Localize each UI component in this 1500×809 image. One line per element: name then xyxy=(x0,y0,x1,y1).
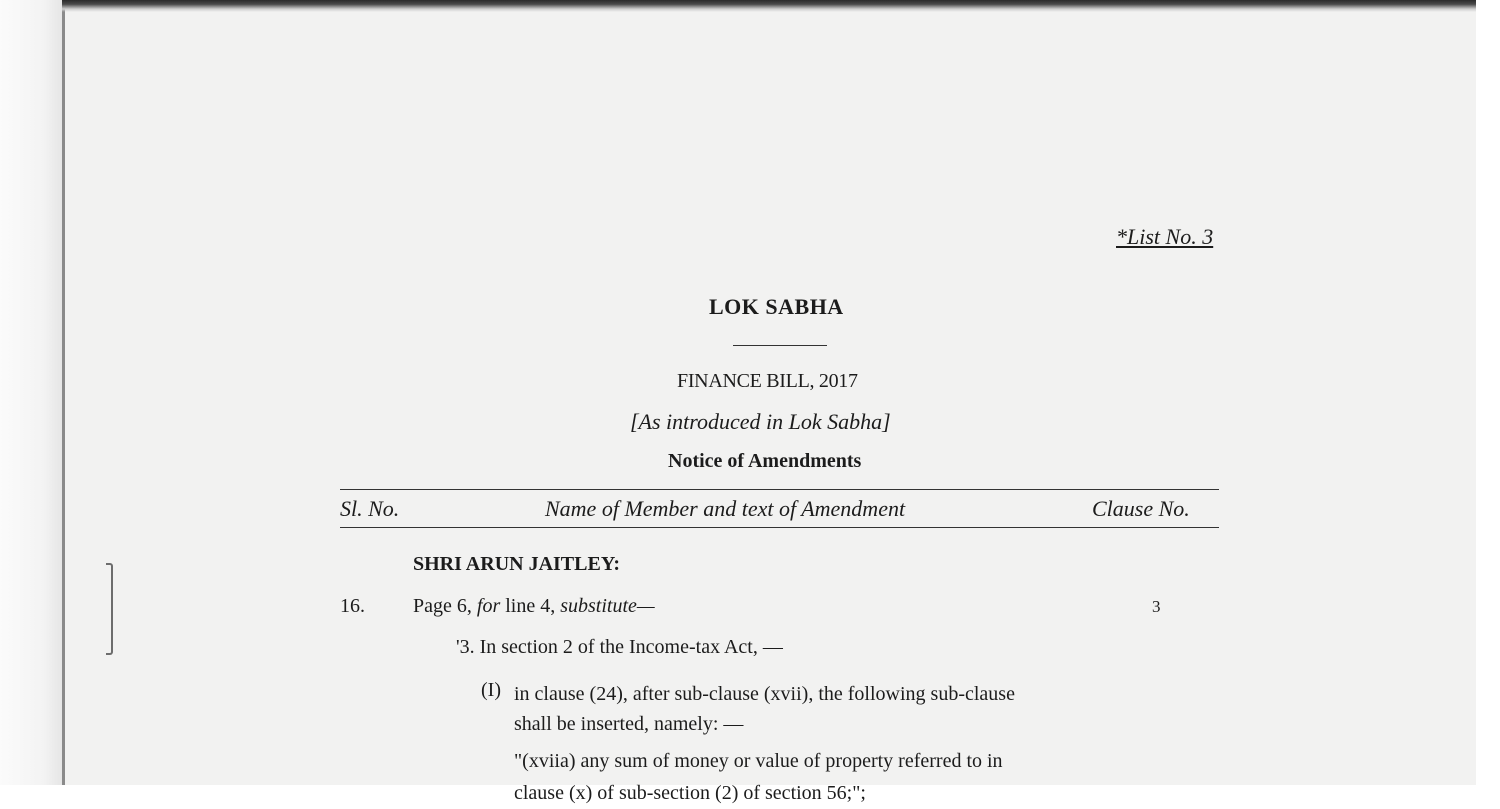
notice-heading: Notice of Amendments xyxy=(668,450,862,472)
introduced-note: [As introduced in Lok Sabha] xyxy=(630,409,891,434)
house-heading: LOK SABHA xyxy=(709,294,844,319)
member-name: SHRI ARUN JAITLEY: xyxy=(413,553,621,575)
item-label: (I) xyxy=(481,679,501,701)
amendment-clause-number: 3 xyxy=(1152,597,1161,616)
quoted-sub-clause xyxy=(514,745,1114,809)
page-top-edge xyxy=(62,0,1476,12)
table-header-top-rule xyxy=(340,489,1219,490)
item-text-line-1: in clause (24), after sub-clause (xvii), the following sub-clause xyxy=(514,683,1015,705)
column-header-clause-no: Clause No. xyxy=(1092,496,1190,521)
amendment-instruction xyxy=(413,595,655,618)
section-intro: '3. In section 2 of the Income-tax Act, — xyxy=(456,636,783,658)
quoted-line-1: "(xviia) any sum of money or value of property referred to in xyxy=(514,750,1003,772)
item-text-line-2: shall be inserted, namely: — xyxy=(514,713,744,735)
quoted-line-2: clause (x) of sub-section (2) of section 56;"; xyxy=(514,782,866,804)
column-header-sl-no: Sl. No. xyxy=(340,496,400,521)
column-header-name: Name of Member and text of Amendment xyxy=(545,496,906,521)
table-header-bottom-rule xyxy=(340,527,1219,528)
list-number: *List No. 3 xyxy=(1116,224,1214,249)
amendment-page: Page 6, xyxy=(413,595,472,617)
left-margin xyxy=(0,0,62,785)
amendment-line: line 4, xyxy=(500,595,561,617)
right-margin xyxy=(1476,0,1500,785)
staple-mark xyxy=(106,563,113,655)
bill-title: FINANCE BILL, 2017 xyxy=(677,370,858,392)
heading-divider xyxy=(733,345,827,346)
amendment-substitute: substitute— xyxy=(560,595,655,617)
item-text xyxy=(514,679,1114,739)
amendment-for: for xyxy=(476,595,501,617)
amendment-serial: 16. xyxy=(340,595,365,617)
